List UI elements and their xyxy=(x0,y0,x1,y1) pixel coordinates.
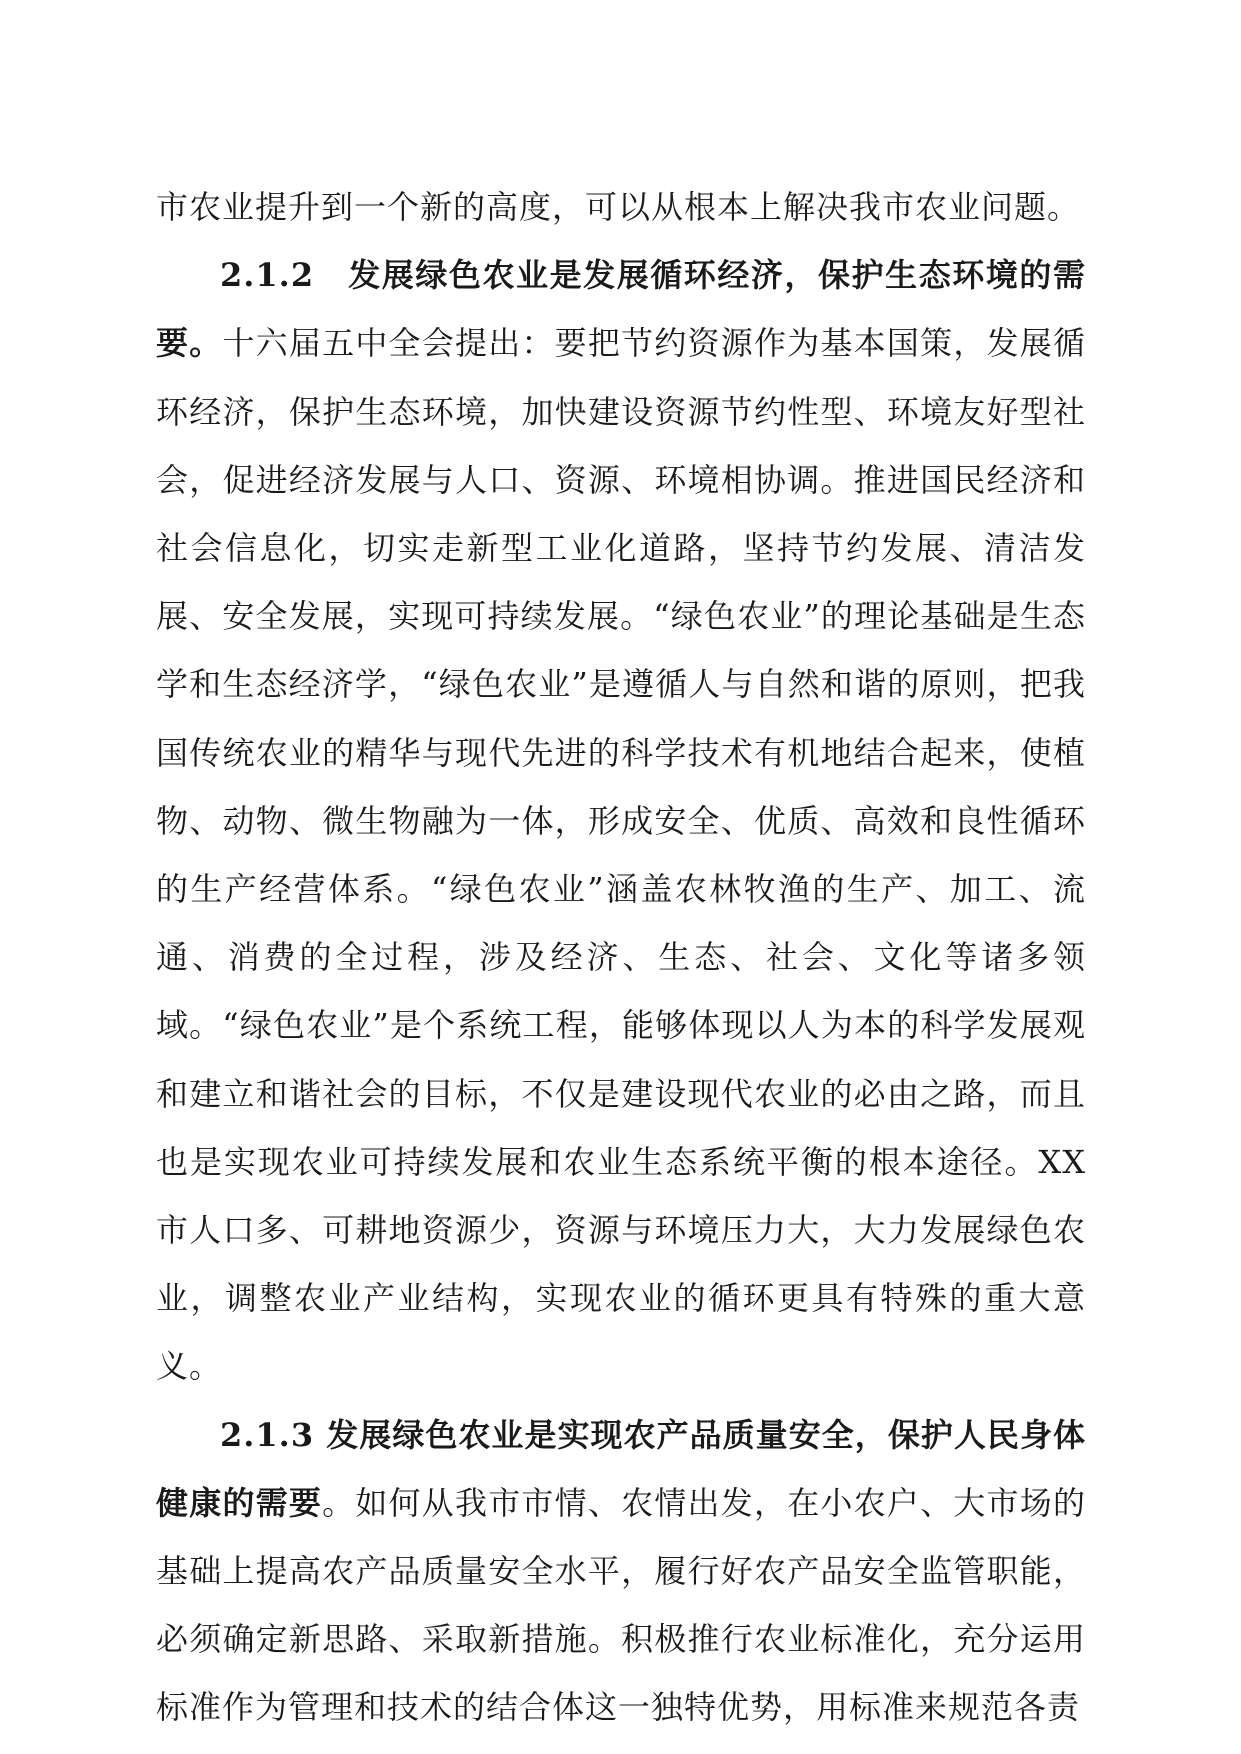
paragraph-text: 。如何从我市市情、农情出发，在小农户、大市场的基础上提高农产品质量安全水平，履行好农产品安全监管职能，必须确定新思路、采取新措施。积极推行农业标准化，充分运用标准作为管理和技术的结合体这一独特优势，用标准来规范各责 xyxy=(156,1483,1086,1727)
paragraph-text: 十六届五中全会提出：要把节约资源作为基本国策，发展循环经济，保护生态环境，加快建设资源节约性型、环境友好型社会，促进经济发展与人口、资源、环境相协调。推进国民经济和社会信息化，切实走新型工业化道路，坚持节约发展、清洁发展、安全发展，实现可持续发展。“绿色农业”的理论基础是生态学和生态经济学，“绿色农业”是遵循人与自然和谐的原则，把我国传统农业的精华与现代先进的科学技术有机地结合起来，使植物、动物、微生物融为一体，形成安全、优质、高效和良性循环的生产经营体系。“绿色农业”涵盖农林牧渔的生产、加工、流通、消费的全过程，涉及经济、生态、社会、文化等诸多领域。“绿色农业”是个系统工程，能够体现以人为本的科学发展观和建立和谐社会的目标，不仅是建设现代农业的必由之路，而且也是实现农业可持续发展和农业生态系统平衡的根本途径。XX市人口多、可耕地资源少，资源与环境压力大，大力发展绿色农业，调整农业产业结构，实现农业的循环更具有特殊的重大意义。 xyxy=(156,324,1086,1386)
document-body xyxy=(156,173,1086,1742)
paragraph-2-1-3 xyxy=(156,1401,1086,1742)
section-heading-2-1-2: 2.1.2 发展绿色农业是发展循环经济，保护生态环境的需要。 xyxy=(156,256,1086,363)
paragraph-continuation xyxy=(156,173,1086,241)
section-heading-2-1-3: 2.1.3 发展绿色农业是实现农产品质量安全，保护人民身体健康的需要 xyxy=(156,1415,1086,1522)
paragraph-2-1-2 xyxy=(156,241,1086,1400)
paragraph-text: 市农业提升到一个新的高度，可以从根本上解决我市农业问题。 xyxy=(156,188,1081,226)
